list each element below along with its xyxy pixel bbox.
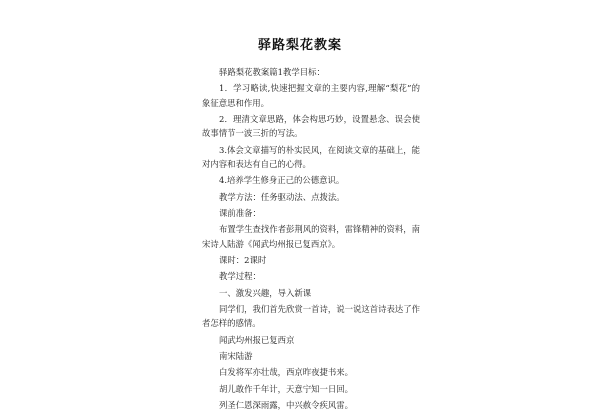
paragraph: 同学们，我们首先欣赏一首诗，说一说这首诗表达了作者怎样的感情。 <box>202 304 420 329</box>
paragraph: 教学过程： <box>219 271 261 282</box>
paragraph: 课前准备： <box>219 207 261 218</box>
paragraph: 驿路梨花教案篇1教学目标： <box>219 67 325 77</box>
paragraph: 课时：2课时 <box>219 254 267 265</box>
paragraph: 闻武均州报已复西京 <box>219 334 295 345</box>
paragraph: 列圣仁恩深雨露，中兴赦令疾风雷。 <box>219 400 353 411</box>
paragraph: 一、激发兴趣，导入新课 <box>219 287 312 298</box>
paragraph: 南宋陆游 <box>219 351 253 362</box>
paragraph: 4.培养学生修身正己的公德意识。 <box>219 175 345 186</box>
paragraph: 白发将军亦壮哉，西京昨夜捷书来。 <box>219 367 353 378</box>
paragraph: 1．学习略读,快速把握文章的主要内容,理解“梨花”的象征意思和作用。 <box>202 83 420 108</box>
paragraph: 布置学生查找作者彭荆风的资料，雷锋精神的资料，南宋诗人陆游《闻武均州报已复西京》。 <box>202 224 420 249</box>
document-body <box>202 65 420 415</box>
paragraph: 3.体会文章描写的朴实民风，在阅读文章的基础上，能对内容和表达有自己的心得。 <box>202 144 420 169</box>
paragraph: 教学方法：任务驱动法、点拨法。 <box>219 191 345 202</box>
paragraph: 胡儿敢作千年计，天意宁知一日回。 <box>219 383 353 394</box>
paragraph: 2．理清文章思路，体会构思巧妙，设置悬念、误会使故事情节一波三折的写法。 <box>202 113 420 139</box>
document-title: 驿路梨花教案 <box>257 38 342 53</box>
